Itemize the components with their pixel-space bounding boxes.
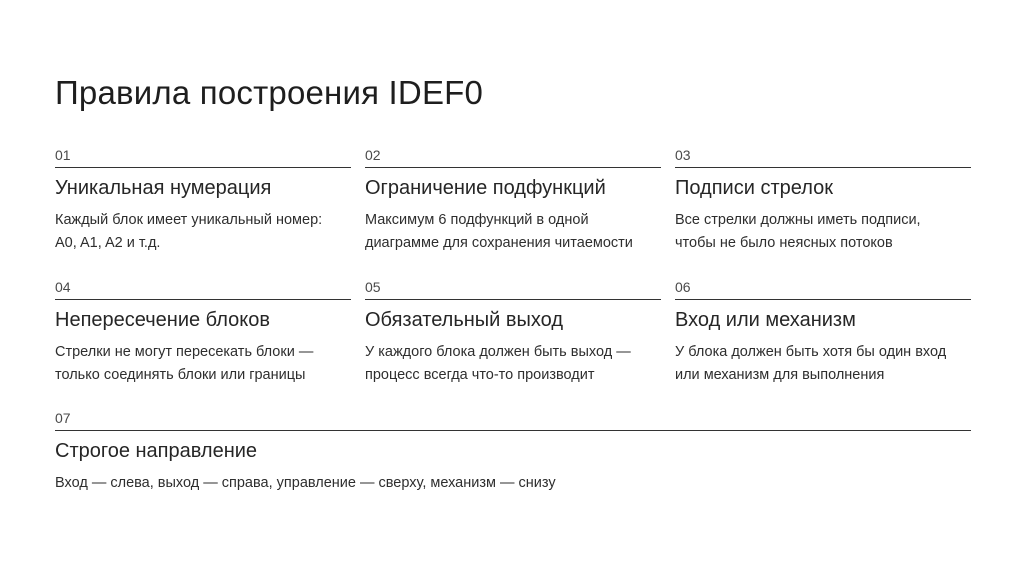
rule-number: 06	[675, 279, 971, 300]
rule-card-03	[675, 147, 971, 255]
rule-card-07	[55, 410, 971, 495]
rule-description: Все стрелки должны иметь подписи, чтобы не было неясных потоков	[675, 212, 921, 251]
rule-heading: Ограничение подфункций	[365, 177, 606, 199]
rule-description: Максимум 6 подфункций в одной диаграмме для сохранения читаемости	[365, 212, 633, 251]
rule-number: 01	[55, 147, 351, 168]
rule-description: У блока должен быть хотя бы один вход или механизм для выполнения	[675, 344, 947, 383]
rule-heading: Непересечение блоков	[55, 309, 270, 331]
rule-card-01	[55, 147, 351, 255]
rule-card-05	[365, 279, 661, 387]
rule-description: Стрелки не могут пересекать блоки — только соединять блоки или границы	[55, 344, 314, 383]
rule-number: 07	[55, 410, 971, 431]
rule-heading: Обязательный выход	[365, 309, 564, 331]
rule-heading: Строгое направление	[55, 440, 258, 462]
rule-card-06	[675, 279, 971, 387]
slide-title: Правила построения IDEF0	[55, 74, 484, 111]
rule-heading: Уникальная нумерация	[55, 177, 272, 199]
rule-description: Вход — слева, выход — справа, управление — сверху, механизм — снизу	[55, 475, 556, 491]
rule-card-04	[55, 279, 351, 387]
rule-description: Каждый блок имеет уникальный номер: A0, A1, A2 и т.д.	[55, 212, 323, 251]
rule-card-02	[365, 147, 661, 255]
rule-heading: Подписи стрелок	[675, 177, 833, 199]
rule-number: 02	[365, 147, 661, 168]
rule-number: 05	[365, 279, 661, 300]
rule-heading: Вход или механизм	[675, 309, 856, 331]
rule-number: 03	[675, 147, 971, 168]
rule-number: 04	[55, 279, 351, 300]
rule-description: У каждого блока должен быть выход — процесс всегда что-то производит	[365, 344, 631, 383]
